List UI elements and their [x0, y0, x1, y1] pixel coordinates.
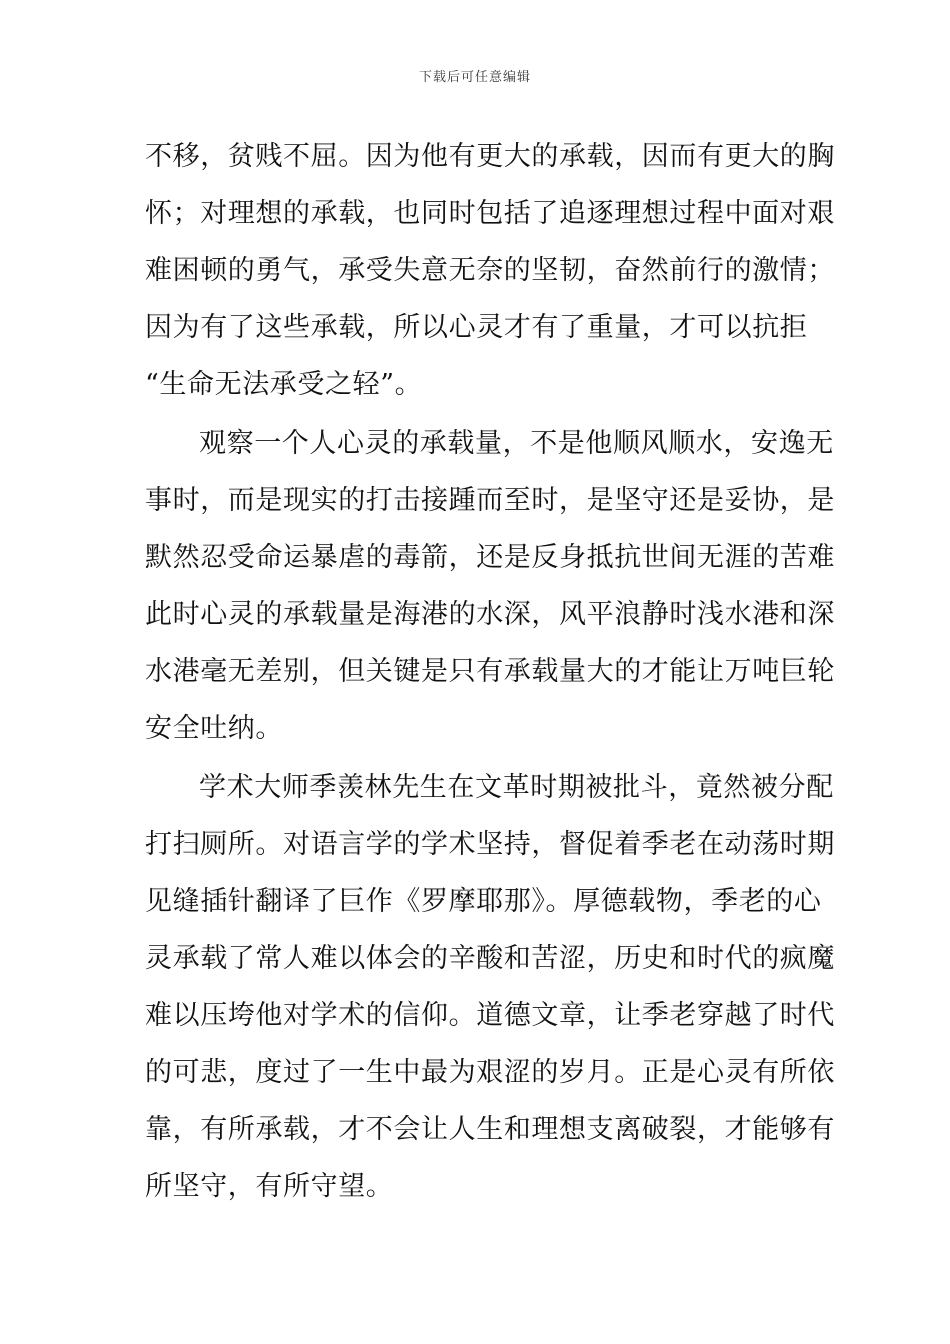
- text-line: 难困顿的勇气，承受失意无奈的坚韧，奋然前行的激情；: [145, 255, 835, 286]
- text-line: 事时，而是现实的打击接踵而至时，是坚守还是妥协，是: [145, 485, 835, 516]
- page-header: 下载后可任意编辑: [418, 70, 531, 85]
- text-line: 的可悲，度过了一生中最为艰涩的岁月。正是心灵有所依: [145, 1057, 835, 1088]
- paragraph: [145, 128, 835, 413]
- text-line: 水港毫无差别，但关键是只有承载量大的才能让万吨巨轮: [145, 656, 835, 687]
- text-line: 不移，贫贱不屈。因为他有更大的承载，因而有更大的胸: [145, 141, 835, 172]
- text-line: “生命无法承受之轻”。: [145, 369, 423, 400]
- text-line: 打扫厕所。对语言学的学术坚持，督促着季老在动荡时期: [145, 829, 835, 860]
- text-line: 靠，有所承载，才不会让人生和理想支离破裂，才能够有: [145, 1114, 835, 1145]
- text-line: 见缝插针翻译了巨作《罗摩耶那》。厚德载物，季老的心: [145, 886, 822, 917]
- paragraph: [145, 415, 835, 757]
- text-line: 因为有了这些承载，所以心灵才有了重量，才可以抗拒: [145, 312, 808, 343]
- text-line: 此时心灵的承载量是海港的水深，风平浪静时浅水港和深: [145, 599, 835, 630]
- text-line: 怀；对理想的承载，也同时包括了追逐理想过程中面对艰: [145, 198, 835, 229]
- text-line: 所坚守，有所守望。: [145, 1171, 394, 1202]
- text-line: 灵承载了常人难以体会的辛酸和苦涩，历史和时代的疯魔: [145, 943, 835, 974]
- text-line: 观察一个人心灵的承载量，不是他顺风顺水，安逸无: [199, 428, 834, 459]
- text-line: 难以压垮他对学术的信仰。道德文章，让季老穿越了时代: [145, 1000, 835, 1031]
- paragraph: [145, 759, 835, 1215]
- text-line: 安全吐纳。: [145, 713, 283, 744]
- text-line: 学术大师季羡林先生在文革时期被批斗，竟然被分配: [199, 772, 834, 803]
- text-line: 默然忍受命运暴虐的毒箭，还是反身抵抗世间无涯的苦难: [145, 542, 835, 573]
- document-body: [145, 128, 835, 1215]
